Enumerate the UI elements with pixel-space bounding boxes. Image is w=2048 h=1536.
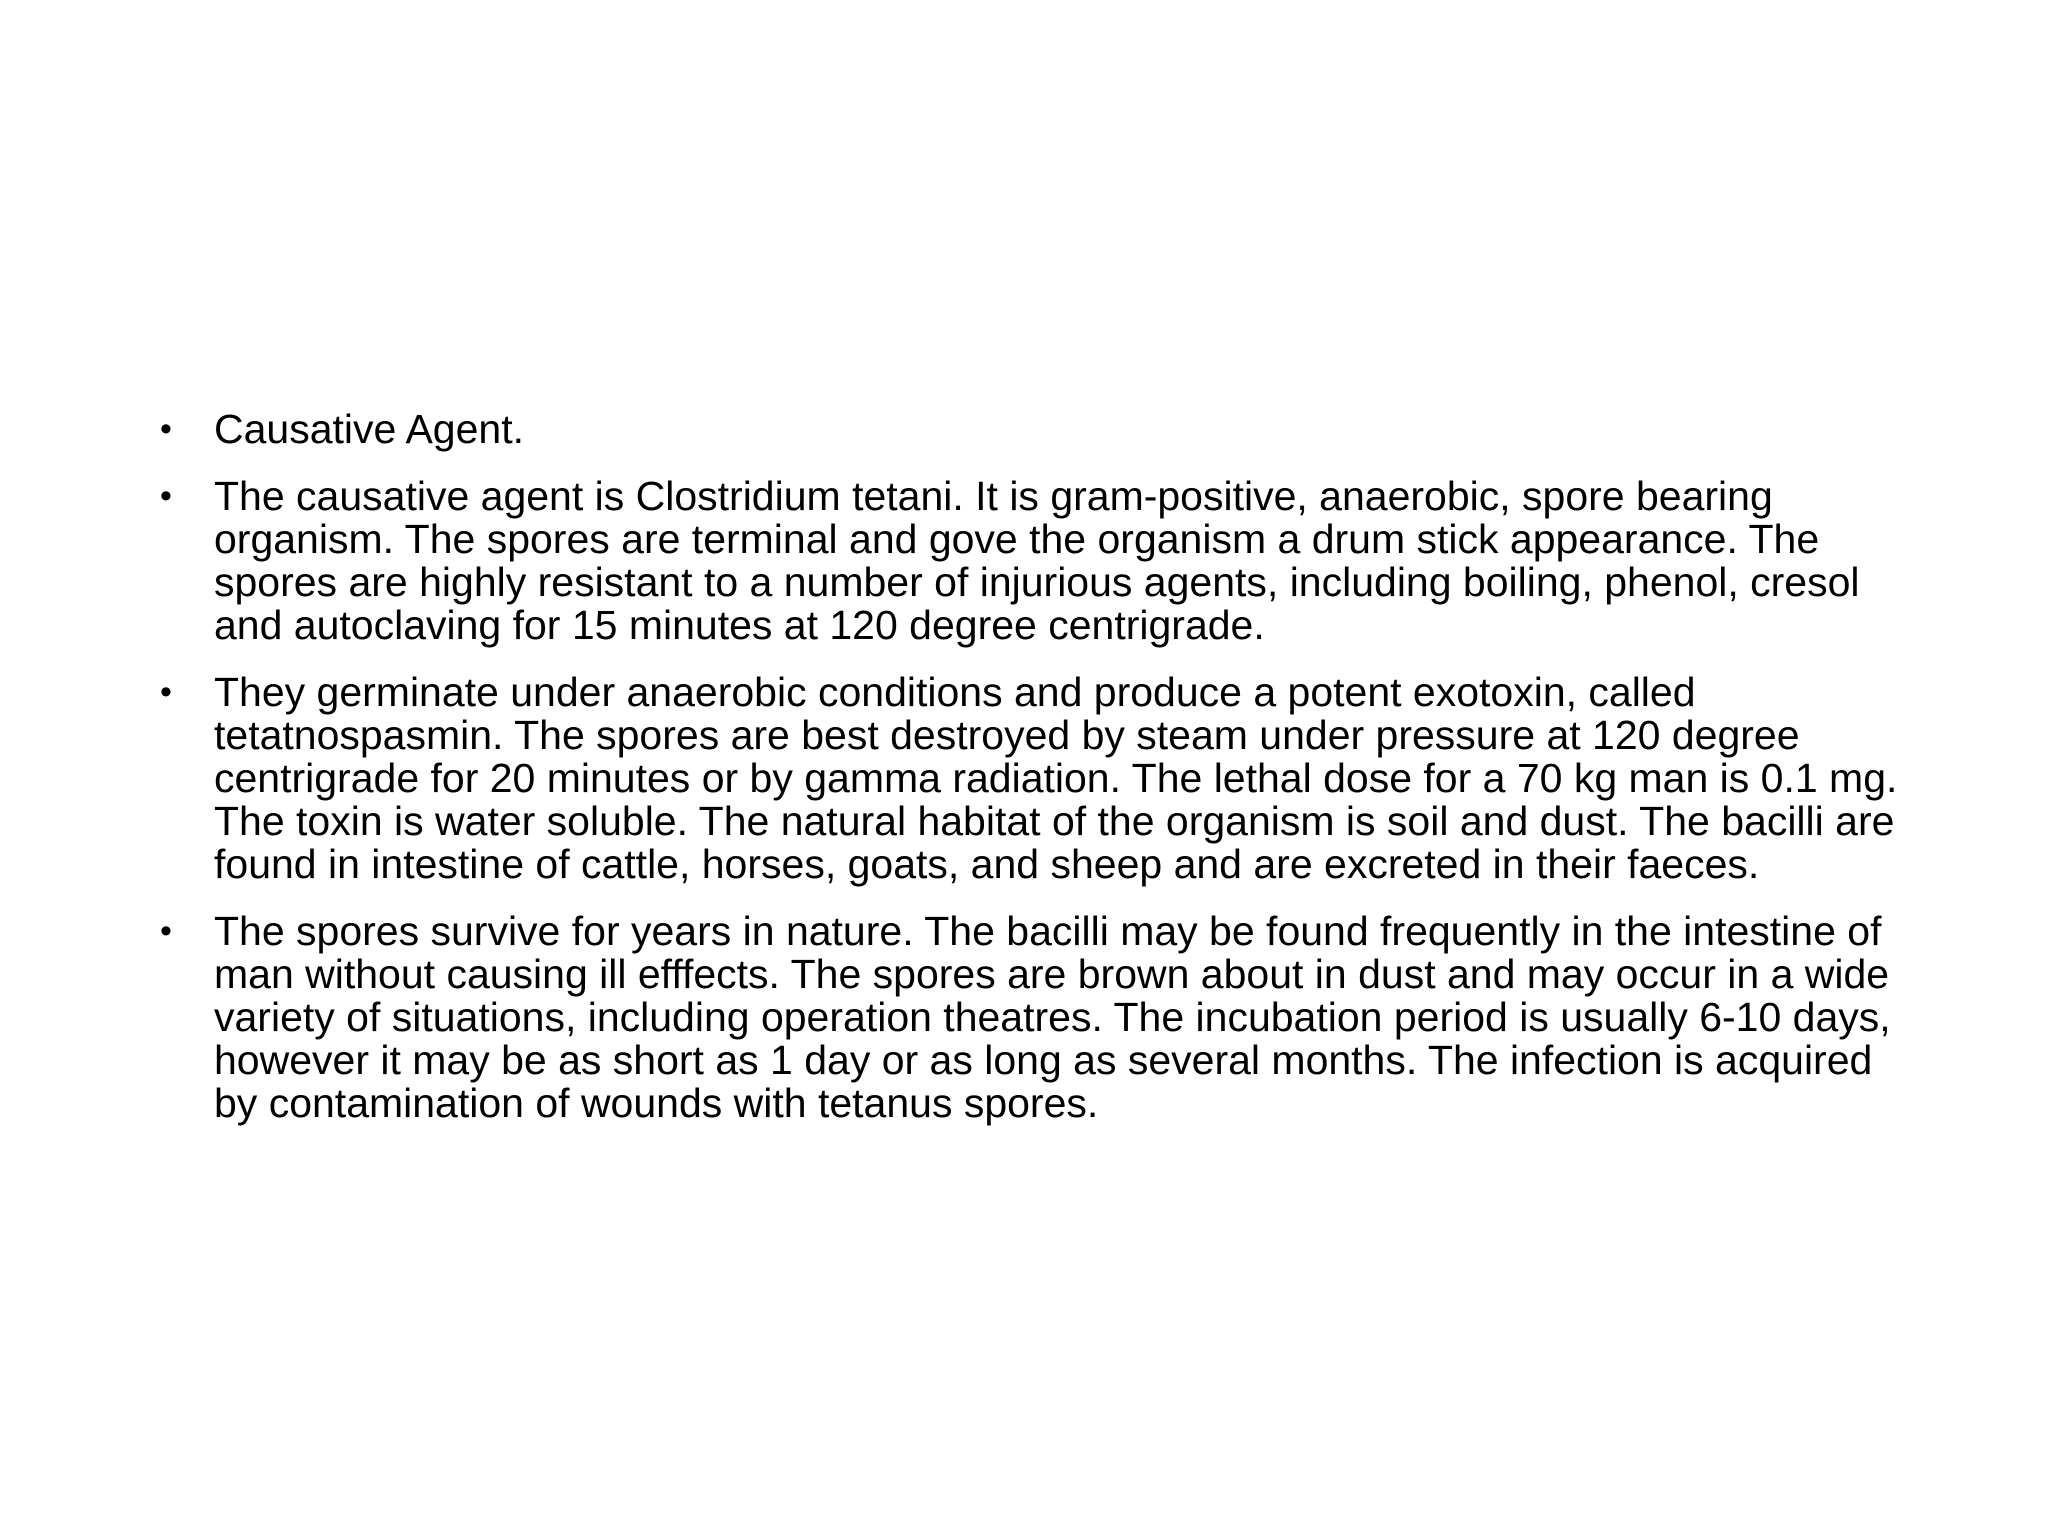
bullet-dot-icon: • [160,477,172,515]
bullet-dot-icon: • [160,673,172,711]
bullet-list [160,408,1920,1125]
bullet-text: They germinate under anaerobic conditions and produce a potent exotoxin, called tetatnospasmin. The spores are best destroyed by steam under pressure at 120 degree centrigrade for 20 minutes or by gamma radiation. The lethal dose for a 70 kg man is 0.1 mg. The toxin is water soluble. The natural habitat of the organism is soil and dust. The bacilli are found in intestine of cattle, horses, goats, and sheep and are excreted in their faeces. [214,669,1898,887]
slide-body [160,408,1920,1149]
bullet-item-spore-survival [160,910,1920,1125]
bullet-item-causative-agent [160,408,1920,451]
bullet-text: The causative agent is Clostridium tetani. It is gram-positive, anaerobic, spore bearing organism. The spores are terminal and gove the organism a drum stick appearance. The spores are highly resistant to a number of injurious agents, including boiling, phenol, cresol and autoclaving for 15 minutes at 120 degree centrigrade. [214,473,1860,648]
bullet-item-germination-toxin [160,671,1920,886]
bullet-dot-icon: • [160,912,172,950]
bullet-text: Causative Agent. [214,406,524,452]
bullet-item-clostridium-description [160,475,1920,647]
bullet-text: The spores survive for years in nature. The bacilli may be found frequently in the intestine of man without causing ill efffects. The spores are brown about in dust and may occur in a wide variety of situations, including operation theatres. The incubation period is usually 6-10 days, however it may be as short as 1 day or as long as several months. The infection is acquired by contamination of wounds with tetanus spores. [214,908,1891,1126]
bullet-dot-icon: • [160,410,172,448]
